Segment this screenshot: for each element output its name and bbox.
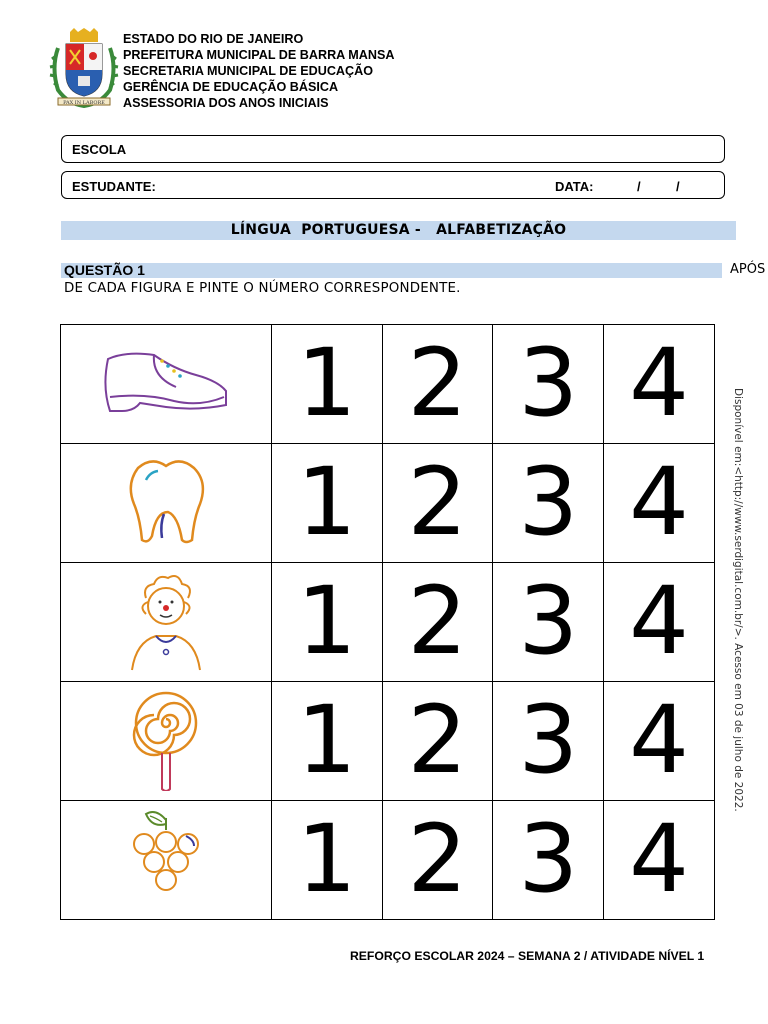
number-option-3[interactable]: 3 bbox=[493, 801, 604, 920]
figure-cell bbox=[61, 563, 272, 682]
number-option-2[interactable]: 2 bbox=[382, 682, 493, 801]
question-instruction: DE CADA FIGURA E PINTE O NÚMERO CORRESPONDENTE. bbox=[64, 281, 461, 296]
header-line-prefecture: PREFEITURA MUNICIPAL DE BARRA MANSA bbox=[123, 48, 395, 62]
image-credit bbox=[732, 388, 748, 812]
header-line-state: ESTADO DO RIO DE JANEIRO bbox=[123, 32, 304, 46]
table-row bbox=[61, 682, 715, 801]
number-option-4[interactable]: 4 bbox=[604, 563, 715, 682]
date-slash-1: / bbox=[637, 179, 641, 194]
number-option-4[interactable]: 4 bbox=[604, 325, 715, 444]
school-label: ESCOLA bbox=[72, 142, 127, 157]
number-option-2[interactable]: 2 bbox=[382, 801, 493, 920]
number-option-3[interactable]: 3 bbox=[493, 444, 604, 563]
table-row bbox=[61, 444, 715, 563]
number-option-1[interactable]: 1 bbox=[271, 325, 382, 444]
question-highlight bbox=[61, 263, 722, 278]
lollipop-icon bbox=[121, 687, 211, 791]
question-title: QUESTÃO 1 bbox=[64, 262, 145, 278]
school-field[interactable] bbox=[61, 135, 725, 163]
number-option-2[interactable]: 2 bbox=[382, 444, 493, 563]
number-option-3[interactable]: 3 bbox=[493, 563, 604, 682]
date-label: DATA: bbox=[555, 179, 594, 194]
number-option-4[interactable]: 4 bbox=[604, 444, 715, 563]
header-line-management: GERÊNCIA DE EDUCAÇÃO BÁSICA bbox=[123, 80, 339, 94]
document-header bbox=[48, 28, 728, 112]
number-option-1[interactable]: 1 bbox=[271, 801, 382, 920]
figure-cell bbox=[61, 325, 272, 444]
page-footer: REFORÇO ESCOLAR 2024 – SEMANA 2 / ATIVIDADE NÍVEL 1 bbox=[350, 949, 705, 963]
figure-cell bbox=[61, 682, 272, 801]
number-option-1[interactable]: 1 bbox=[271, 563, 382, 682]
figure-cell bbox=[61, 444, 272, 563]
number-option-2[interactable]: 2 bbox=[382, 325, 493, 444]
figure-number-table bbox=[60, 324, 715, 920]
question-text-line1-tail: APÓS bbox=[730, 262, 766, 277]
header-line-secretariat: SECRETARIA MUNICIPAL DE EDUCAÇÃO bbox=[123, 64, 374, 78]
number-option-2[interactable]: 2 bbox=[382, 563, 493, 682]
municipal-crest-icon bbox=[48, 28, 120, 110]
clown-icon bbox=[116, 568, 216, 672]
table-row bbox=[61, 563, 715, 682]
header-line-advisory: ASSESSORIA DOS ANOS INICIAIS bbox=[123, 96, 329, 110]
subject-title: LÍNGUA PORTUGUESA - ALFABETIZAÇÃO bbox=[61, 221, 736, 240]
table-row bbox=[61, 325, 715, 444]
number-option-3[interactable]: 3 bbox=[493, 682, 604, 801]
number-option-4[interactable]: 4 bbox=[604, 682, 715, 801]
number-option-3[interactable]: 3 bbox=[493, 325, 604, 444]
tooth-icon bbox=[116, 456, 216, 546]
date-slash-2: / bbox=[676, 179, 680, 194]
student-field[interactable] bbox=[61, 171, 725, 199]
student-label: ESTUDANTE: bbox=[72, 179, 156, 194]
svg-text:PAX IN LABORE: PAX IN LABORE bbox=[63, 100, 105, 106]
table-row bbox=[61, 801, 715, 920]
figure-cell bbox=[61, 801, 272, 920]
number-option-1[interactable]: 1 bbox=[271, 444, 382, 563]
grapes-icon bbox=[116, 808, 216, 908]
shoe-icon bbox=[96, 347, 236, 417]
number-option-1[interactable]: 1 bbox=[271, 682, 382, 801]
number-option-4[interactable]: 4 bbox=[604, 801, 715, 920]
image-credit-text: Disponível em:<http://www.serdigital.com.br/>. Acesso em 03 de julho de 2022. bbox=[732, 388, 744, 812]
